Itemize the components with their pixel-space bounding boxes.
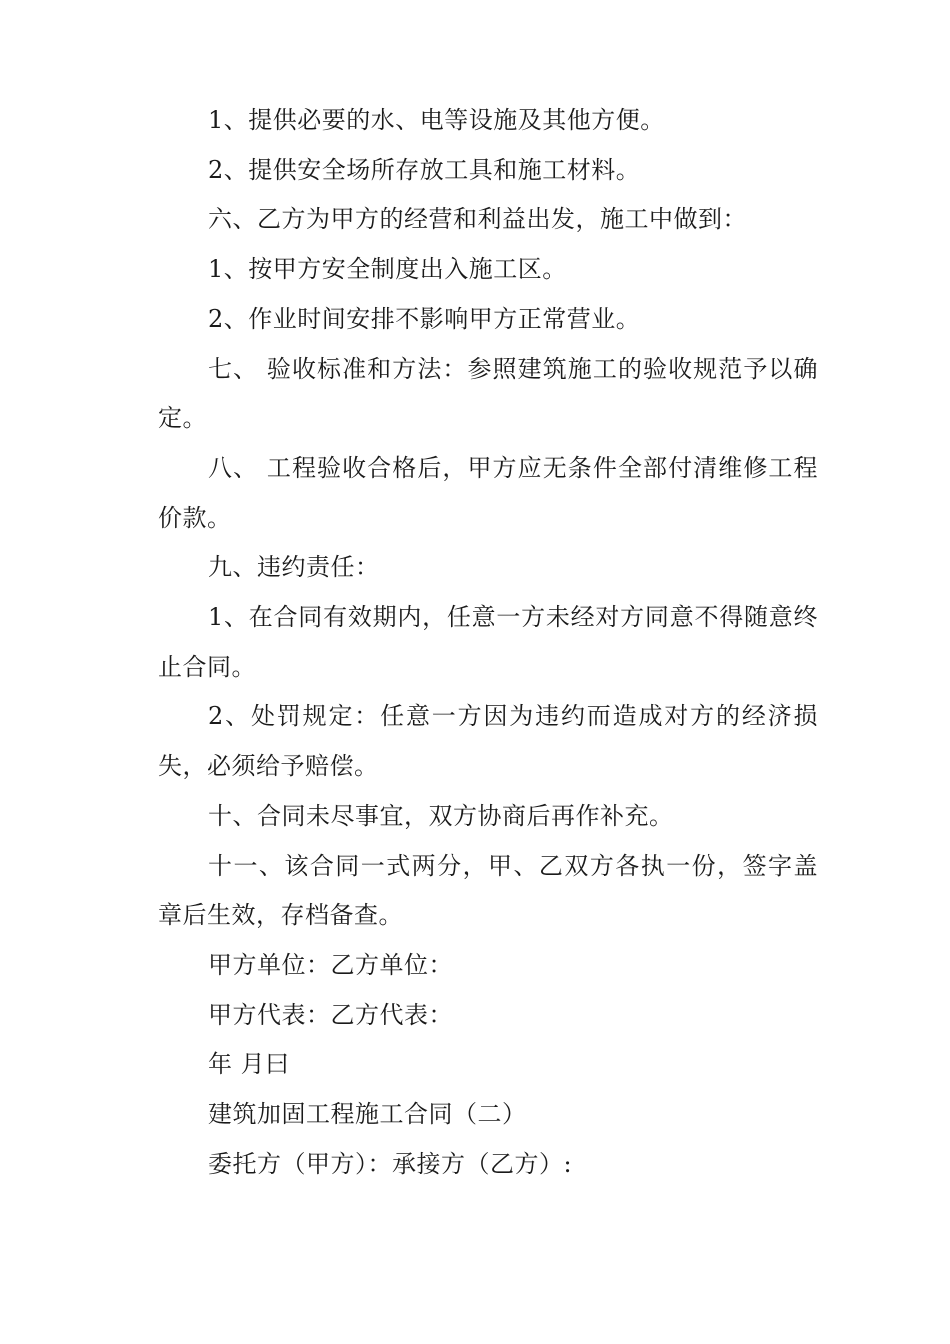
- party-units-line: 甲方单位：乙方单位：: [208, 950, 453, 979]
- party-representatives-line: 甲方代表：乙方代表：: [208, 1000, 453, 1029]
- clause-nine-item-2: 2、处罚规定：任意一方因为违约而造成对方的经济损失，必须给予赔偿。: [158, 702, 818, 781]
- clause-seven-acceptance: 七、 验收标准和方法：参照建筑施工的验收规范予以确定。: [158, 354, 818, 433]
- parties-line: 委托方（甲方）：承接方（乙方）:: [208, 1149, 573, 1178]
- date-line: 年 月曰: [208, 1050, 290, 1079]
- clause-eleven: 十一、该合同一式两分，甲、乙双方各执一份，签字盖章后生效，存档备查。: [158, 851, 818, 930]
- clause-nine-heading: 九、违约责任：: [208, 553, 380, 582]
- clause-eight-payment: 八、 工程验收合格后，甲方应无条件全部付清维修工程价款。: [158, 453, 818, 532]
- clause-six-heading: 六、乙方为甲方的经营和利益出发，施工中做到：: [208, 205, 747, 234]
- document-body: [158, 96, 818, 1189]
- clause-item-1-utilities: 1、提供必要的水、电等设施及其他方便。: [208, 106, 665, 134]
- clause-nine-item-1: 1、在合同有效期内，任意一方未经对方同意不得随意终止合同。: [158, 603, 818, 681]
- clause-six-item-1: 1、按甲方安全制度出入施工区。: [208, 255, 567, 284]
- clause-six-item-2: 2、作业时间安排不影响甲方正常营业。: [208, 304, 641, 333]
- second-contract-title: 建筑加固工程施工合同（二）: [208, 1100, 527, 1129]
- clause-item-2-storage: 2、提供安全场所存放工具和施工材料。: [208, 155, 641, 184]
- clause-ten: 十、合同未尽事宜，双方协商后再作补充。: [208, 801, 674, 830]
